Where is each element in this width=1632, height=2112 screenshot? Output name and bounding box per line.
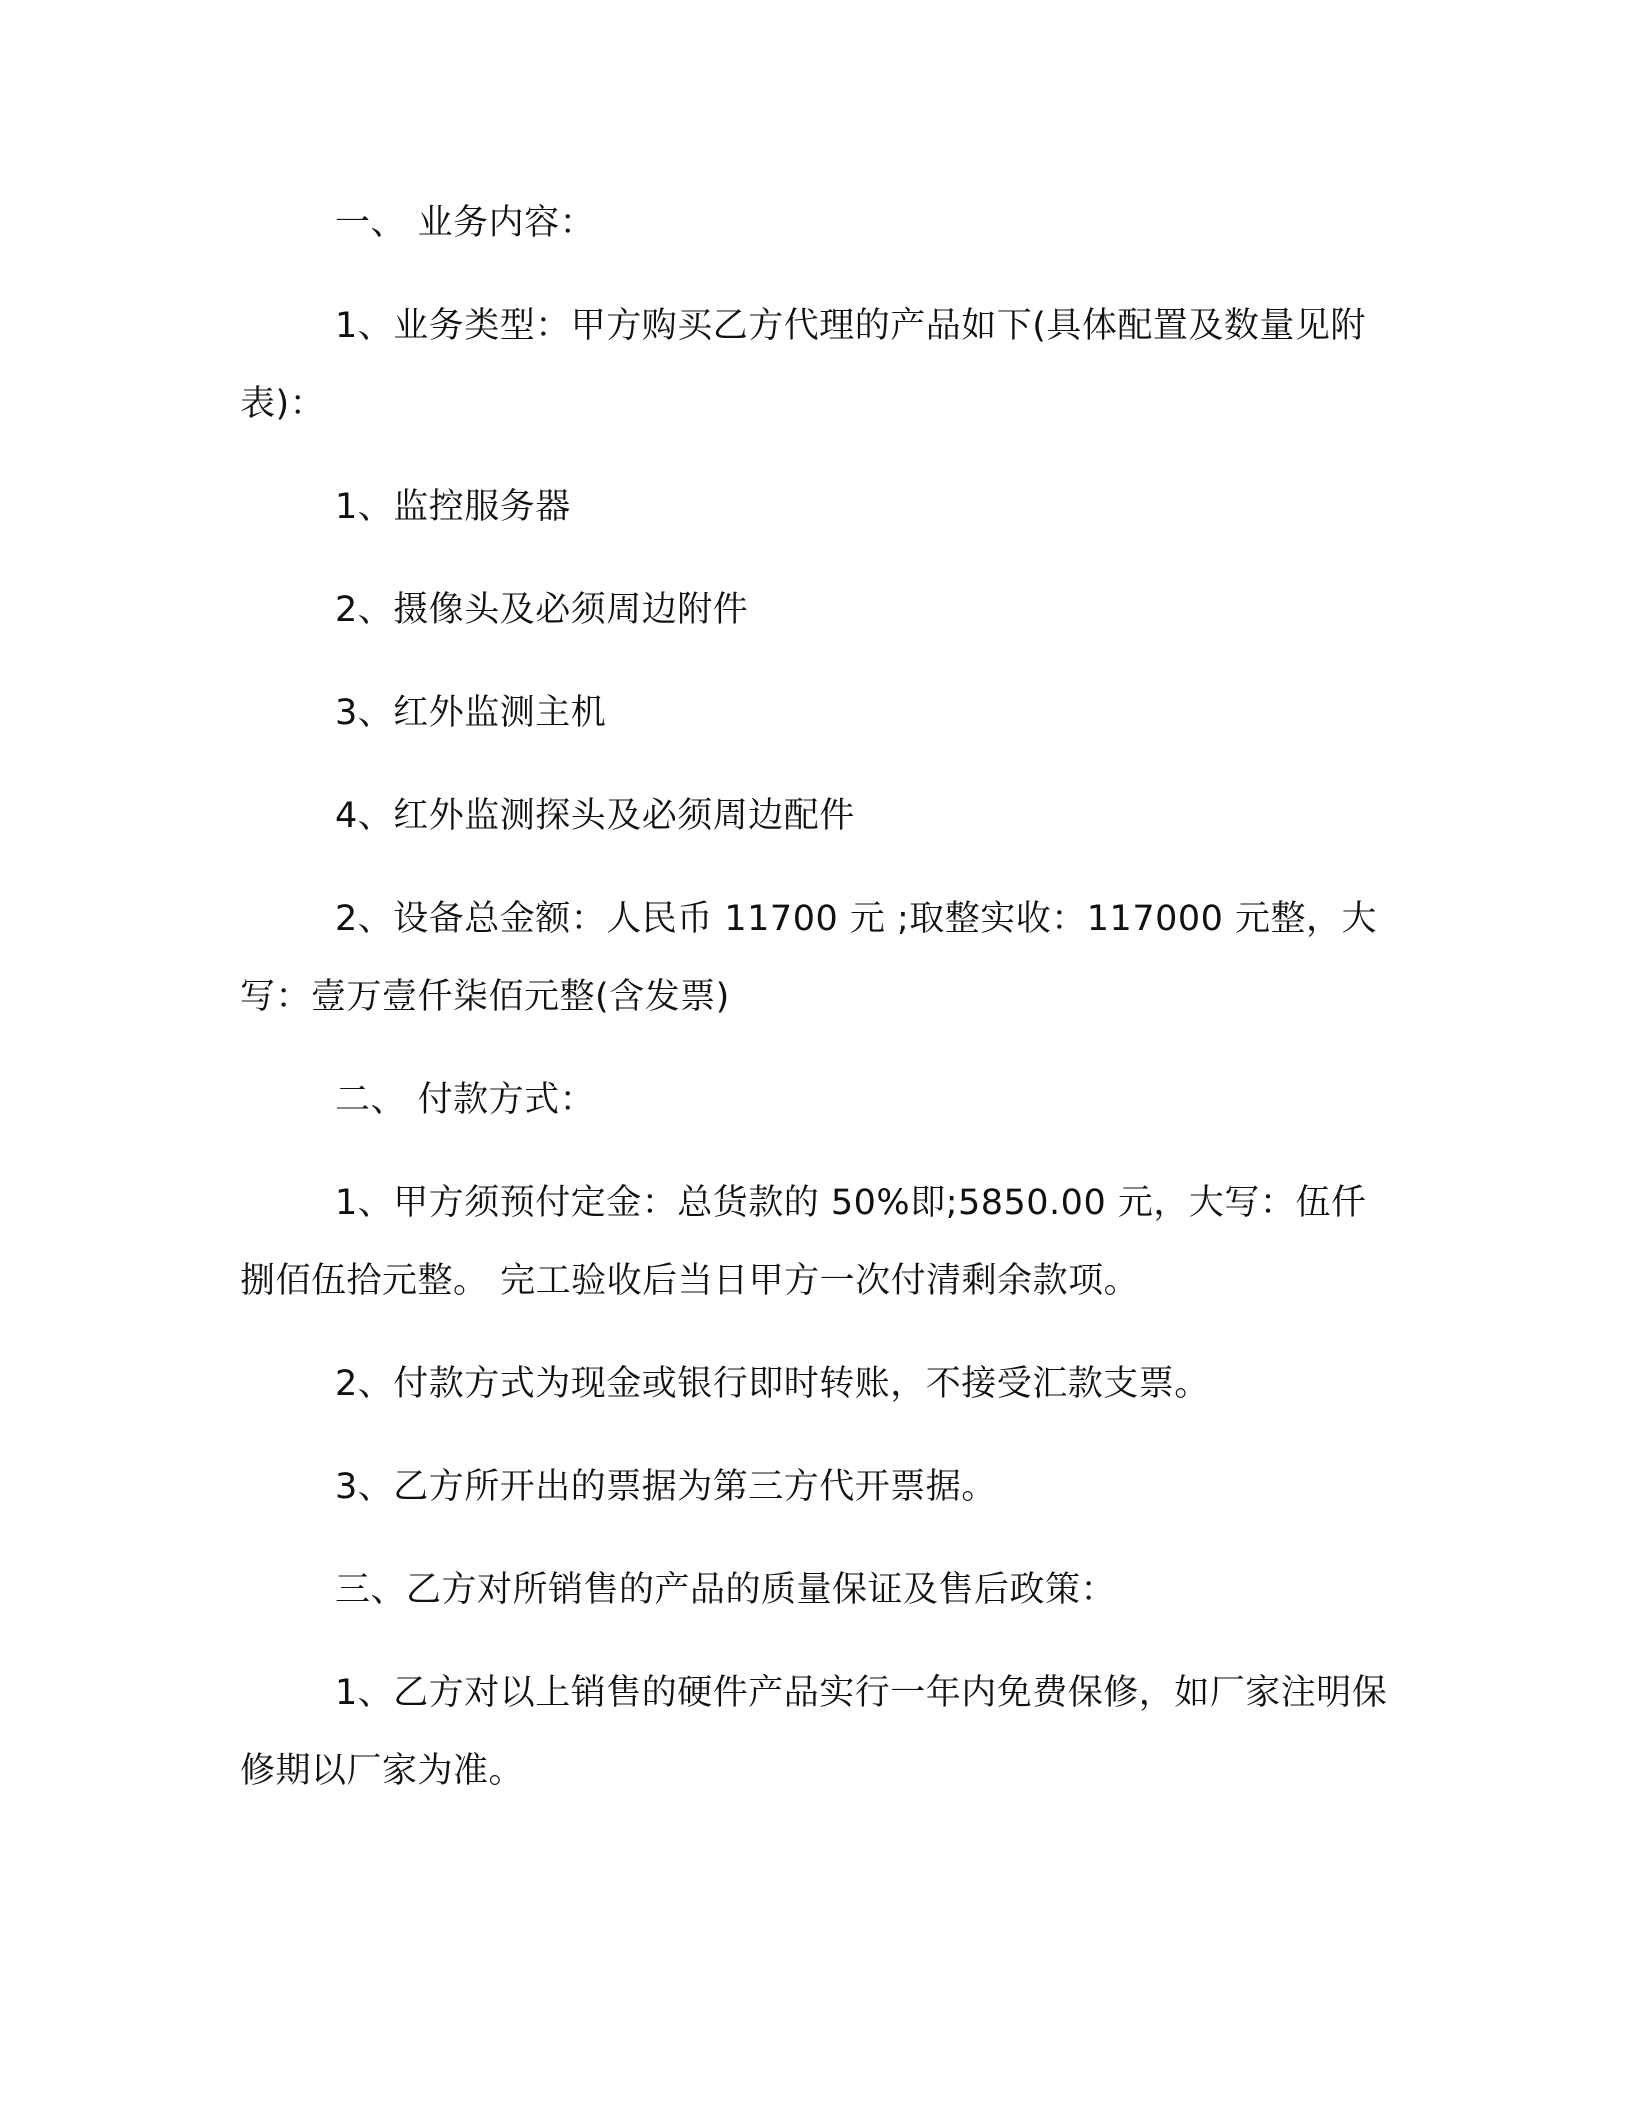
paragraph-total-amount: 2、设备总金额：人民币 11700 元 ;取整实收：117000 元整，大写：壹万壹仟柒佰元整(含发票) [240, 899, 1378, 1017]
list-item-infrared-host: 3、红外监测主机 [335, 693, 607, 733]
paragraph-invoice: 3、乙方所开出的票据为第三方代开票据。 [335, 1467, 997, 1507]
paragraph-warranty: 1、乙方对以上销售的硬件产品实行一年内免费保修，如厂家注明保修期以厂家为准。 [240, 1673, 1388, 1791]
list-item-monitoring-server: 1、监控服务器 [335, 487, 571, 527]
paragraph-payment-type: 2、付款方式为现金或银行即时转账，不接受汇款支票。 [335, 1364, 1210, 1404]
paragraph-business-type: 1、业务类型：甲方购买乙方代理的产品如下(具体配置及数量见附表)： [240, 306, 1366, 424]
list-item-infrared-probe: 4、红外监测探头及必须周边配件 [335, 796, 855, 836]
list-item-camera-accessories: 2、摄像头及必须周边附件 [335, 590, 749, 630]
document-body [240, 184, 1395, 1835]
section-heading-warranty: 三、乙方对所销售的产品的质量保证及售后政策： [335, 1570, 1117, 1610]
paragraph-deposit: 1、甲方须预付定金：总货款的 50%即;5850.00 元，大写：伍仟捌佰伍拾元整。 完工验收后当日甲方一次付清剩余款项。 [240, 1183, 1367, 1301]
section-heading-payment-method: 二、 付款方式： [335, 1080, 596, 1120]
section-heading-business-content: 一、 业务内容： [335, 203, 596, 243]
